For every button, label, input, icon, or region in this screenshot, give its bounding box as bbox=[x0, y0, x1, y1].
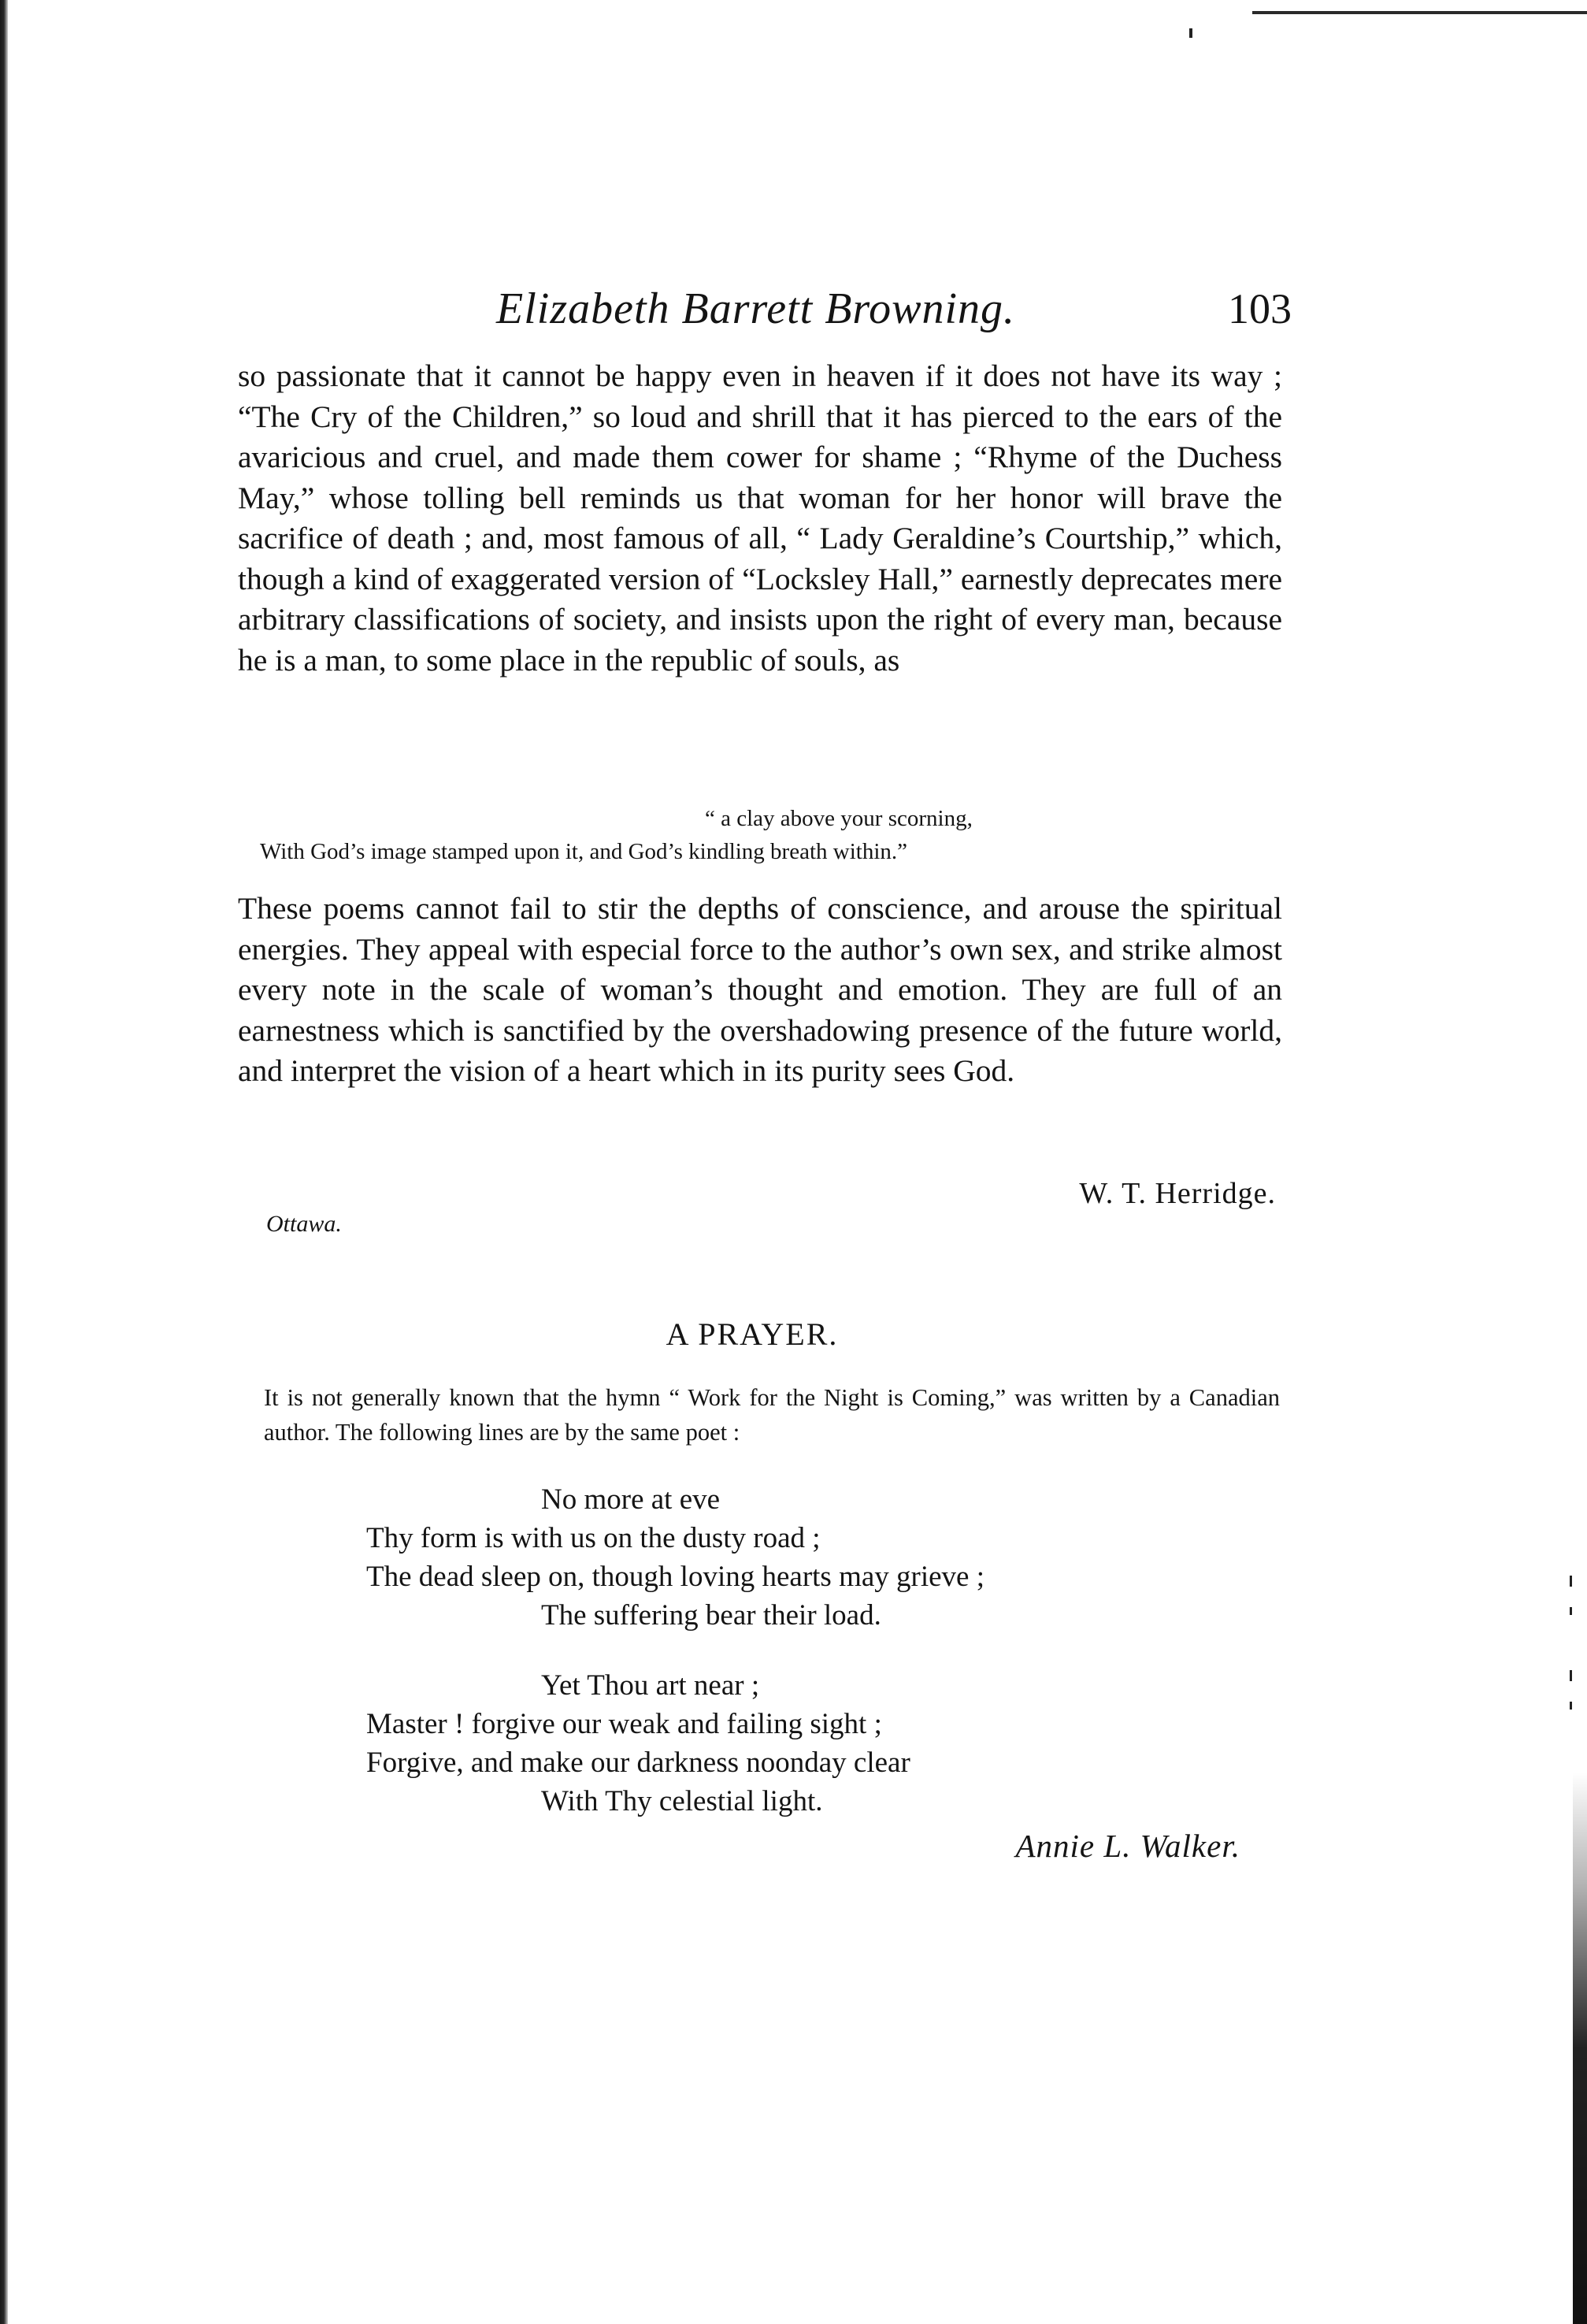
poem-line: The dead sleep on, though loving hearts may grieve ; bbox=[366, 1561, 985, 1593]
poem-line: Master ! forgive our weak and failing sight ; bbox=[366, 1708, 882, 1740]
section-intro: It is not generally known that the hymn “ Work for the Night is Coming,” was written by a Canadian author. The following lines are by the same poet : bbox=[264, 1384, 1280, 1446]
quote-line: “ a clay above your scorning, bbox=[705, 806, 973, 831]
poem-stanza bbox=[366, 1666, 1233, 1821]
essay-paragraph: so passionate that it cannot be happy even in heaven if it does not have its way ; “The Cry of the Children,” so loud and shrill that it has pierced to the ears of the avaricious and cruel, and made them cower for shame ; “Rhyme of the Duchess May,” whose tolling bell reminds us that woman for her honor will brave the sacrifice of death ; and, most famous of all, “ Lady Geraldine’s Courtship,” which, though a kind of exaggerated version of “Locksley Hall,” earnestly deprecates mere arbitrary classifications of society, and insists upon the right of every man, because he is a man, to some place in the republic of souls, as bbox=[238, 358, 1282, 678]
poem-line: Yet Thou art near ; bbox=[541, 1669, 760, 1702]
running-head bbox=[496, 280, 1292, 337]
section-title: A PRAYER. bbox=[666, 1316, 839, 1352]
signature-place: Ottawa. bbox=[266, 1211, 342, 1237]
poem-line: With Thy celestial light. bbox=[541, 1785, 823, 1817]
essay-body-continued bbox=[238, 889, 1282, 1092]
poem-stanza bbox=[366, 1480, 1233, 1635]
poem-line: Forgive, and make our darkness noonday clear bbox=[366, 1747, 910, 1779]
essay-body bbox=[238, 356, 1282, 681]
running-title: Elizabeth Barrett Browning. bbox=[496, 284, 1016, 333]
poem-line: Thy form is with us on the dusty road ; bbox=[366, 1522, 821, 1554]
block-quote bbox=[260, 802, 1260, 868]
poem-line: No more at eve bbox=[541, 1483, 721, 1516]
author-signature: W. T. Herridge. bbox=[1079, 1177, 1276, 1210]
poem-line: The suffering bear their load. bbox=[541, 1599, 881, 1632]
quote-line: With God’s image stamped upon it, and God’s kindling breath within.” bbox=[260, 839, 907, 864]
essay-paragraph: These poems cannot fail to stir the depths of conscience, and arouse the spiritual energies. They appeal with especial force to the author’s own sex, and strike almost every note in the scale of woman’s thought and emotion. They are full of an earnestness which is sanctified by the overshadowing presence of the future world, and interpret the vision of a heart which in its purity sees God. bbox=[238, 891, 1282, 1088]
page-number: 103 bbox=[1228, 285, 1292, 332]
poem bbox=[366, 1480, 1233, 1852]
poet-signature: Annie L. Walker. bbox=[1015, 1828, 1240, 1864]
